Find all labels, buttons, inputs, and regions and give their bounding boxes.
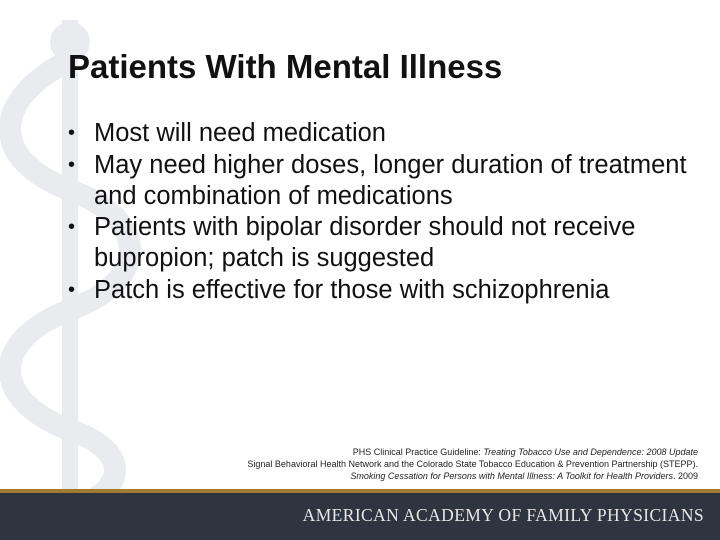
slide-title: Patients With Mental Illness — [68, 48, 503, 85]
organization-name: AMERICAN ACADEMY OF FAMILY PHYSICIANS — [302, 505, 704, 525]
bullet-item: • Patch is effective for those with schizophrenia — [68, 275, 708, 306]
bullet-item: • May need higher doses, longer duration of treatment and combination of medications — [68, 150, 708, 212]
footer-band — [0, 493, 720, 540]
bullet-item: • Patients with bipolar disorder should not receive bupropion; patch is suggested — [68, 212, 708, 274]
bullet-item: • Most will need medication — [68, 118, 708, 149]
citation-year: . 2009 — [672, 471, 698, 481]
citation-line-1 — [138, 446, 698, 458]
citation-block — [138, 446, 698, 482]
citation-source: PHS Clinical Practice Guideline: — [352, 447, 484, 457]
citation-title: Treating Tobacco Use and Dependence: 2008 Update — [483, 447, 698, 457]
citation-toolkit-title: Smoking Cessation for Persons with Mental Illness: A Toolkit for Health Providers — [350, 471, 673, 481]
bullet-list — [68, 118, 708, 306]
citation-line-2: Signal Behavioral Health Network and the Colorado State Tobacco Education & Prevention Partnership (STEPP). — [247, 459, 698, 469]
citation-line-3 — [138, 470, 698, 482]
